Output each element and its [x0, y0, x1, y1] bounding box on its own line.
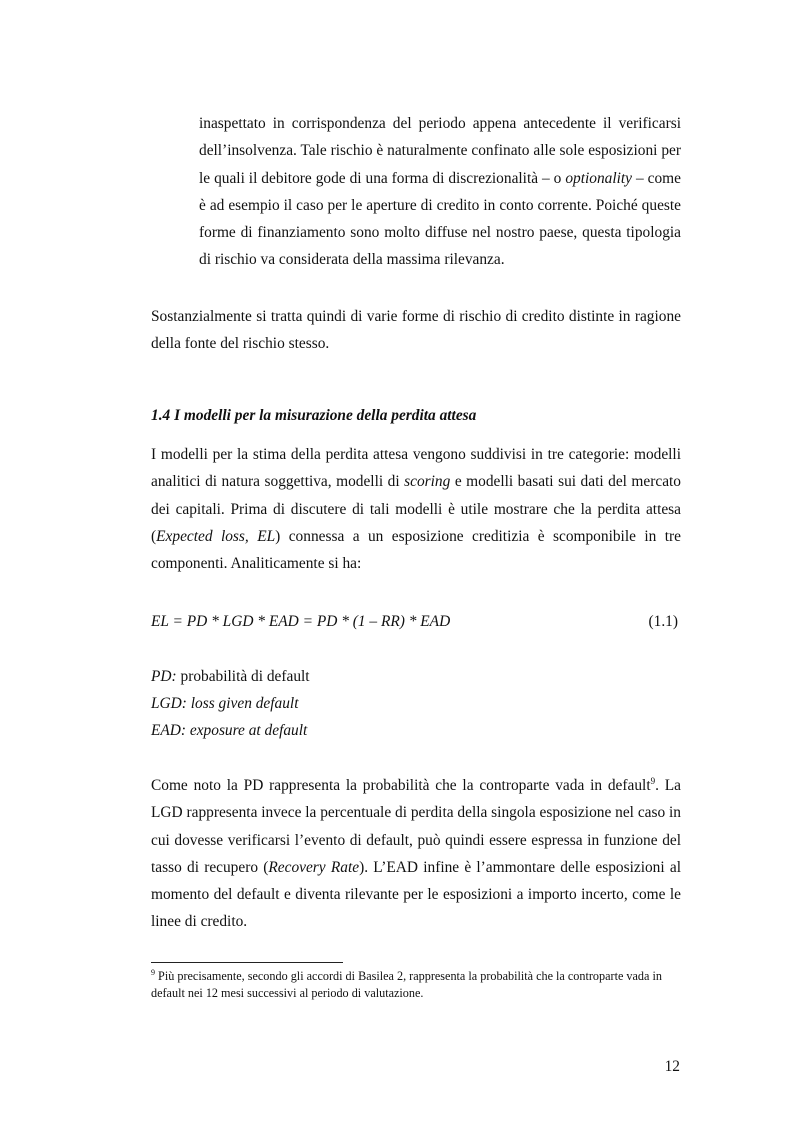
definition-term: PD: [151, 668, 177, 685]
definition-term: EAD: exposure at default [151, 722, 308, 739]
section-heading: 1.4 I modelli per la misurazione della perdita attesa [151, 407, 477, 424]
definition-item [151, 663, 681, 690]
paragraph-3-text-3: ). L’EAD infine è l’ammontare delle esposizioni al momento del default e diventa rilevante per le esposizioni a importo incerto, come le linee di credito. [151, 858, 681, 931]
paragraph-2-italic-1: scoring [404, 473, 451, 491]
paragraph-2-text-1: I modelli per la stima della perdita attesa vengono suddivisi in tre categorie: modelli analitici di natura soggettiva, modelli di [151, 446, 681, 491]
paragraph-2-italic-2: Expected loss, EL [156, 527, 276, 545]
definition-list [151, 663, 681, 744]
indented-text-1: inaspettato in corrispondenza del periodo appena antecedente il verificarsi dell’insolvenza. Tale rischio è naturalmente confinato alle sole esposizioni per le quali il debitore gode di una forma di discrezionalità – o [199, 115, 681, 187]
definition-item [151, 690, 681, 717]
paragraph-2-text-3: ) connessa a un esposizione creditizia è scomponibile in tre componenti. Analiticamente si ha: [151, 527, 681, 573]
indented-italic-term: optionality [565, 169, 633, 187]
footnote [151, 968, 681, 1002]
equation-formula: EL = PD * LGD * EAD = PD * (1 – RR) * EAD [151, 613, 451, 630]
indented-text-2: – come è ad esempio il caso per le aperture di credito in conto corrente. Poiché queste forme di finanziamento sono molto diffuse nel nostro paese, questa tipologia di rischio va considerata della massima rilevanza. [199, 169, 681, 269]
paragraph-2-text-2: e modelli basati sui dati del mercato dei capitali. Prima di discutere di tali modelli è utile mostrare che la perdita attesa ( [151, 473, 681, 545]
footnote-text: Più precisamente, secondo gli accordi di Basilea 2, rappresenta la probabilità che la controparte vada in default nei 12 mesi successivi al periodo di valutazione. [151, 969, 662, 1000]
page-number: 12 [664, 1058, 680, 1075]
paragraph-1: Sostanzialmente si tratta quindi di varie forme di rischio di credito distinte in ragione della fonte del rischio stesso. [151, 308, 681, 353]
footnote-divider [151, 962, 343, 963]
definition-term: LGD: loss given default [151, 695, 299, 712]
indented-paragraph [199, 110, 681, 274]
paragraph-3-text-1: Come noto la PD rappresenta la probabilità che la controparte vada in default [151, 777, 651, 794]
paragraph-3-text-2: . La LGD rappresenta invece la percentuale di perdita della singola esposizione nel caso in cui dovesse verificarsi l’evento di default, può quindi essere espressa in funzione del tasso di recupero ( [151, 777, 681, 876]
paragraph-2 [151, 441, 681, 577]
paragraph-3-italic: Recovery Rate [268, 858, 360, 876]
equation-number: (1.1) [648, 613, 678, 630]
footnote-reference[interactable]: 9 [650, 775, 656, 786]
paragraph-3 [151, 772, 681, 936]
footnote-marker: 9 [151, 967, 155, 977]
definition-text: probabilità di default [176, 668, 310, 685]
equation [151, 608, 681, 635]
definition-item [151, 717, 681, 744]
